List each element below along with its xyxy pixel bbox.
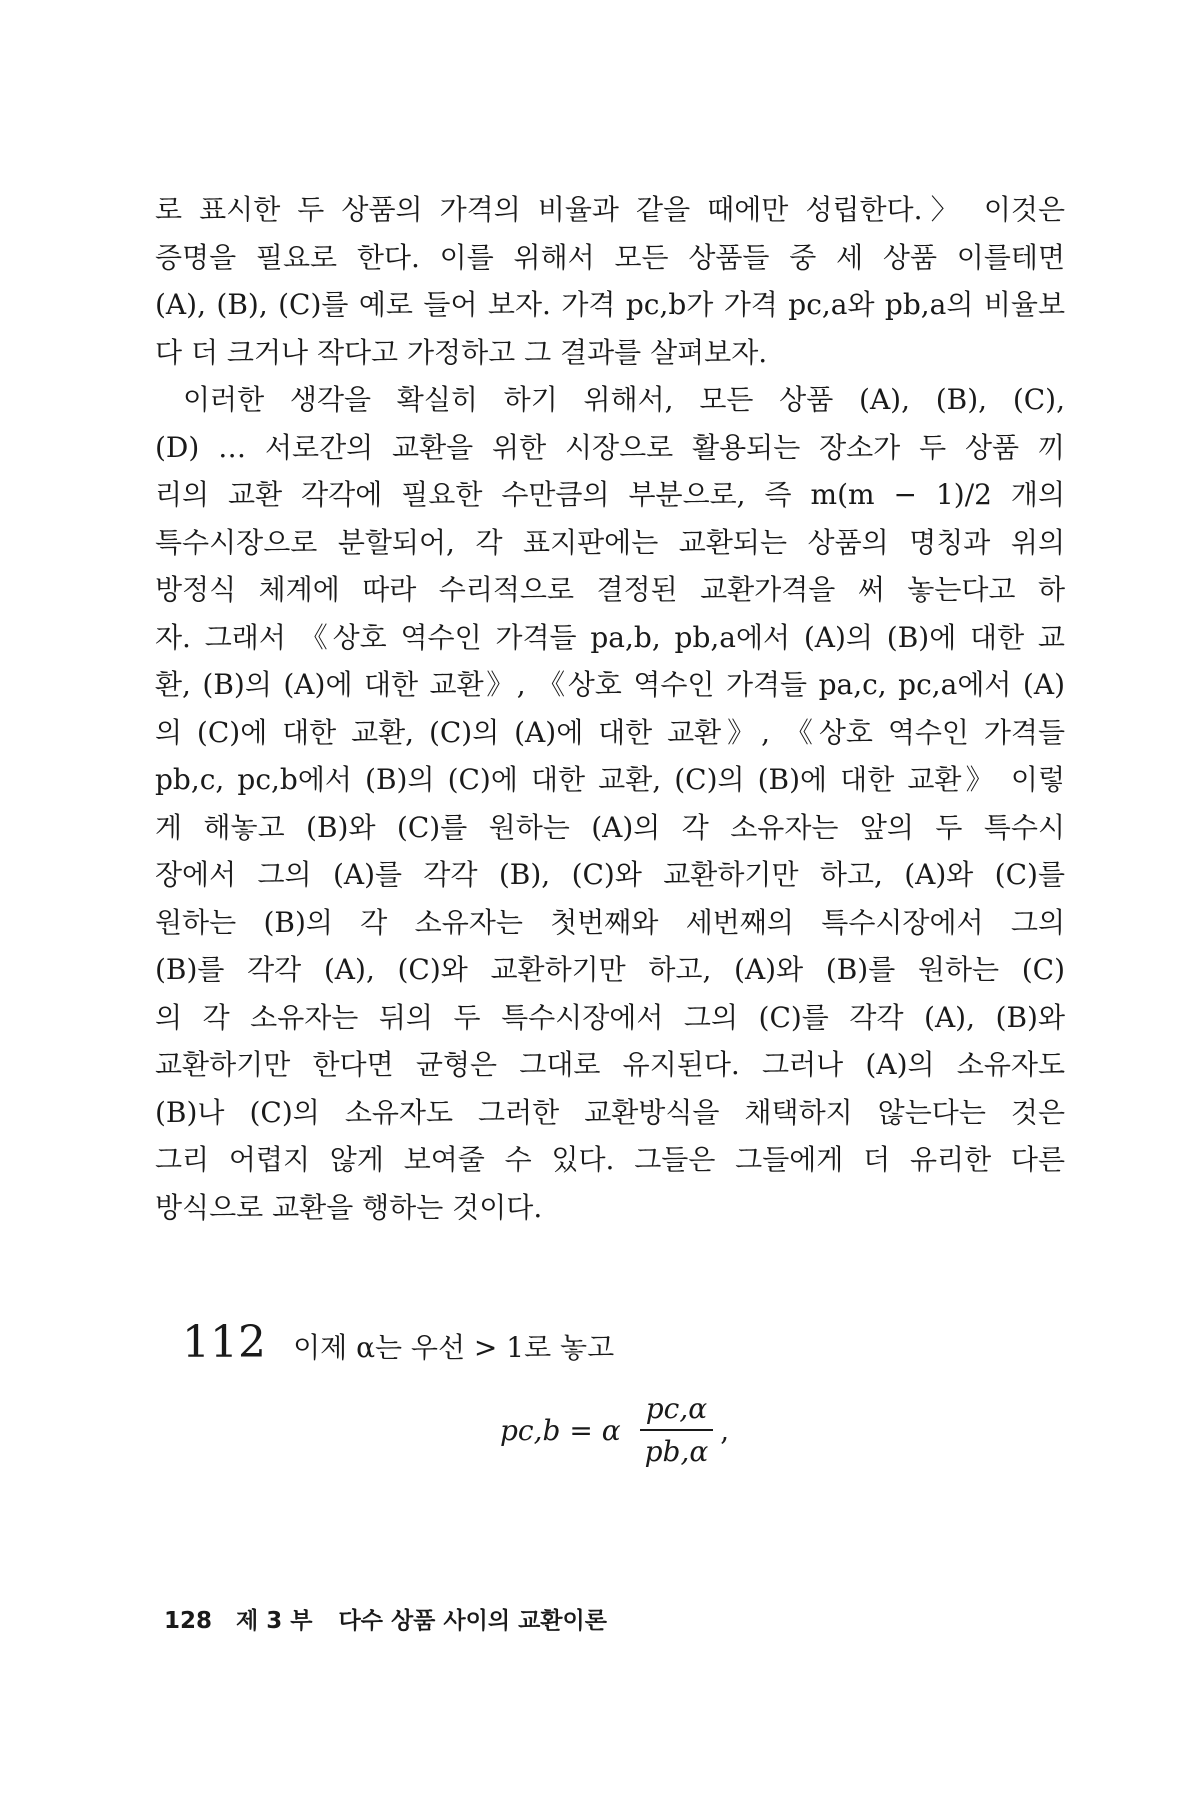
text-line: 그리 어렵지 않게 보여줄 수 있다. 그들은 그들에게 더 유리한 다른	[155, 1143, 1065, 1176]
section-number: 112	[182, 1317, 266, 1368]
text-line: 의 각 소유자는 뒤의 두 특수시장에서 그의 (C)를 각각 (A), (B)와	[155, 1000, 1065, 1034]
footer-title: 다수 상품 사이의 교환이론	[338, 1608, 607, 1634]
footer-part: 제 3 부	[236, 1608, 313, 1634]
text-line: 증명을 필요로 한다. 이를 위해서 모든 상품들 중 세 상품 이를테면	[155, 240, 1065, 274]
text-line: (D) … 서로간의 교환을 위한 시장으로 활용되는 장소가 두 상품 끼	[155, 430, 1065, 464]
text-line: (B)를 각각 (A), (C)와 교환하기만 하고, (A)와 (B)를 원하는 (C)	[155, 953, 1065, 986]
text-line: (A), (B), (C)를 예로 들어 보자. 가격 pc,b가 가격 pc,a와 pb,a의 비율보	[155, 288, 1065, 321]
equation-comma: ,	[720, 1413, 730, 1447]
fraction-numerator: pc,α	[640, 1392, 713, 1431]
text-line: (B)나 (C)의 소유자도 그러한 교환방식을 채택하지 않는다는 것은	[155, 1095, 1065, 1129]
equation-fraction	[639, 1392, 715, 1468]
fraction-denominator: pb,α	[644, 1435, 709, 1468]
text-line: 장에서 그의 (A)를 각각 (B), (C)와 교환하기만 하고, (A)와 (C)를	[155, 858, 1065, 891]
page-number: 128	[164, 1608, 213, 1634]
text-line: 게 해놓고 (B)와 (C)를 원하는 (A)의 각 소유자는 앞의 두 특수시	[155, 810, 1065, 844]
equation	[500, 1392, 729, 1468]
text-line: 로 표시한 두 상품의 가격의 비율과 같을 때에만 성립한다.〉 이것은	[155, 193, 1065, 226]
text-line: 의 (C)에 대한 교환, (C)의 (A)에 대한 교환》, 《상호 역수인 가격들	[155, 715, 1065, 749]
section-text: 이제 α는 우선 > 1로 놓고	[293, 1331, 615, 1364]
text-line: 이러한 생각을 확실히 하기 위해서, 모든 상품 (A), (B), (C),	[183, 383, 1065, 416]
text-line: 원하는 (B)의 각 소유자는 첫번째와 세번째의 특수시장에서 그의	[155, 905, 1065, 939]
page-footer	[164, 1602, 607, 1635]
text-line: 환, (B)의 (A)에 대한 교환》, 《상호 역수인 가격들 pa,c, pc,a에서 (A)	[155, 668, 1065, 701]
text-line: 다 더 크거나 작다고 가정하고 그 결과를 살펴보자.	[155, 335, 768, 369]
text-line: pb,c, pc,b에서 (B)의 (C)에 대한 교환, (C)의 (B)에 대한 교환》 이렇	[155, 763, 1065, 796]
equation-lhs: pc,b = α	[500, 1413, 621, 1447]
section-heading	[182, 1313, 614, 1373]
text-line: 방정식 체계에 따라 수리적으로 결정된 교환가격을 써 놓는다고 하	[155, 573, 1065, 606]
body-text	[155, 186, 1065, 1231]
text-line: 리의 교환 각각에 필요한 수만큼의 부분으로, 즉 m(m − 1)/2 개의	[155, 478, 1065, 511]
text-line: 특수시장으로 분할되어, 각 표지판에는 교환되는 상품의 명칭과 위의	[155, 525, 1065, 559]
text-line: 자. 그래서 《상호 역수인 가격들 pa,b, pb,a에서 (A)의 (B)에 대한 교	[155, 620, 1065, 654]
text-line: 방식으로 교환을 행하는 것이다.	[155, 1190, 543, 1224]
text-line: 교환하기만 한다면 균형은 그대로 유지된다. 그러나 (A)의 소유자도	[155, 1048, 1065, 1081]
